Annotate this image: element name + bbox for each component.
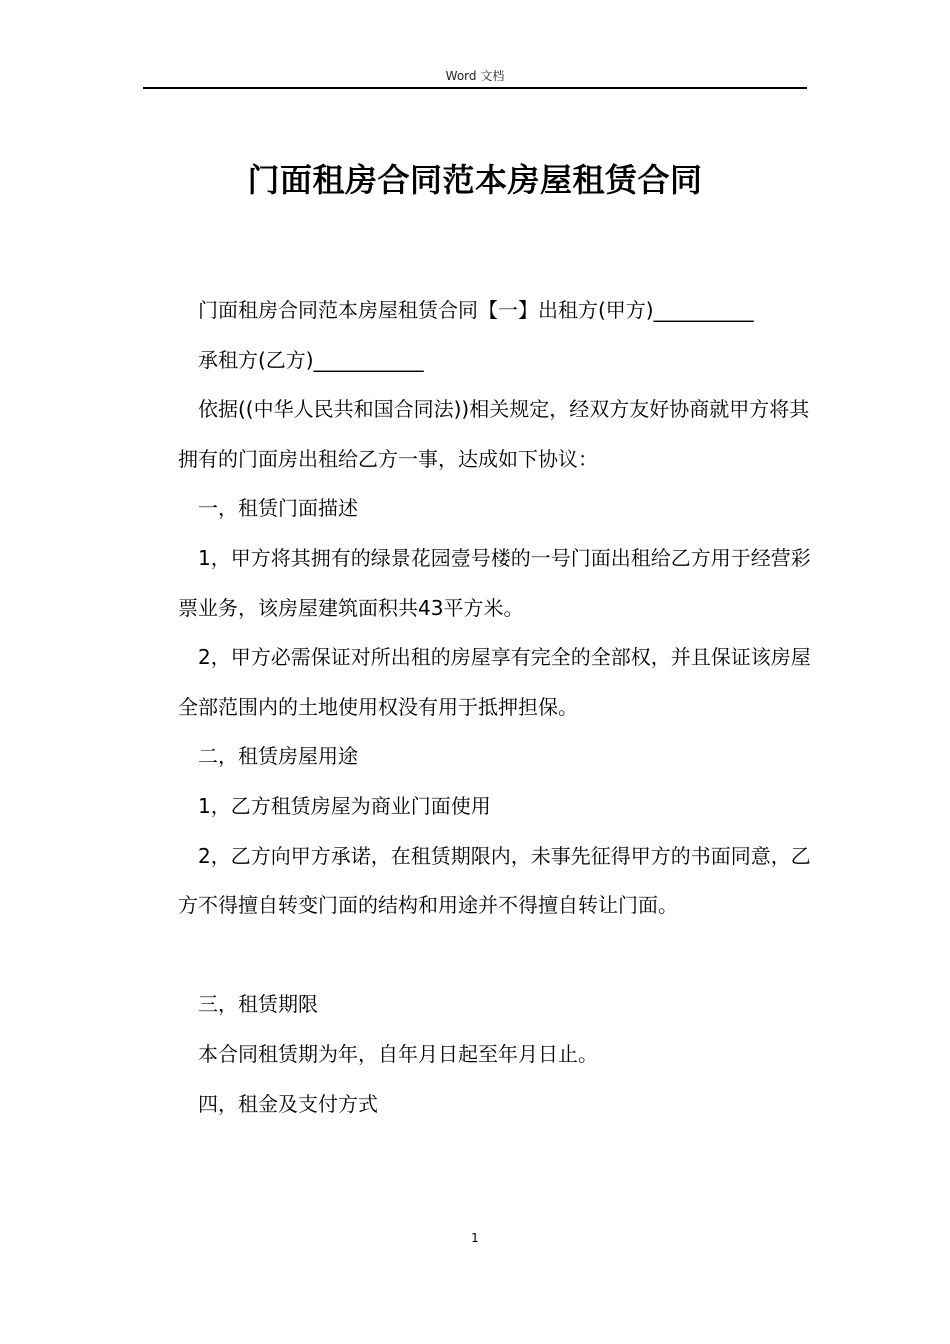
section-heading-3: 三，租赁期限 — [198, 992, 318, 1017]
clause-3-1: 本合同租赁期为年，自年月日起至年月日止。 — [198, 1041, 598, 1066]
clause-2-2: 2，乙方向甲方承诺，在租赁期限内，未事先征得甲方的书面同意，乙方不得擅自转变门面的结构和用途并不得擅自转让门面。 — [178, 843, 811, 918]
paragraph-parties-lessor: 门面租房合同范本房屋租赁合同【一】出租方(甲方)__________ — [198, 298, 754, 322]
section-heading-1: 一，租赁门面描述 — [198, 496, 358, 521]
page-header: Word 文档 — [445, 69, 505, 83]
document-title: 门面租房合同范本房屋租赁合同 — [247, 161, 703, 199]
paragraph-preamble: 依据((中华人民共和国合同法))相关规定，经双方友好协商就甲方将其拥有的门面房出租给乙方一事，达成如下协议： — [178, 397, 810, 471]
document-body — [178, 286, 818, 1129]
clause-1-1: 1，甲方将其拥有的绿景花园壹号楼的一号门面出租给乙方用于经营彩票业务，该房屋建筑面积共43平方米。 — [178, 545, 811, 620]
clause-2-1: 1，乙方租赁房屋为商业门面使用 — [198, 793, 491, 818]
section-heading-4: 四，租金及支付方式 — [198, 1091, 378, 1116]
paragraph-spacer — [178, 931, 818, 981]
clause-1-2: 2，甲方必需保证对所出租的房屋享有完全的全部权，并且保证该房屋全部范围内的土地使用权没有用于抵押担保。 — [178, 645, 811, 719]
header-divider — [143, 87, 807, 89]
paragraph-parties-lessee: 承租方(乙方)___________ — [198, 347, 424, 372]
section-heading-2: 二，租赁房屋用途 — [198, 744, 358, 769]
page-number: 1 — [471, 1231, 479, 1245]
